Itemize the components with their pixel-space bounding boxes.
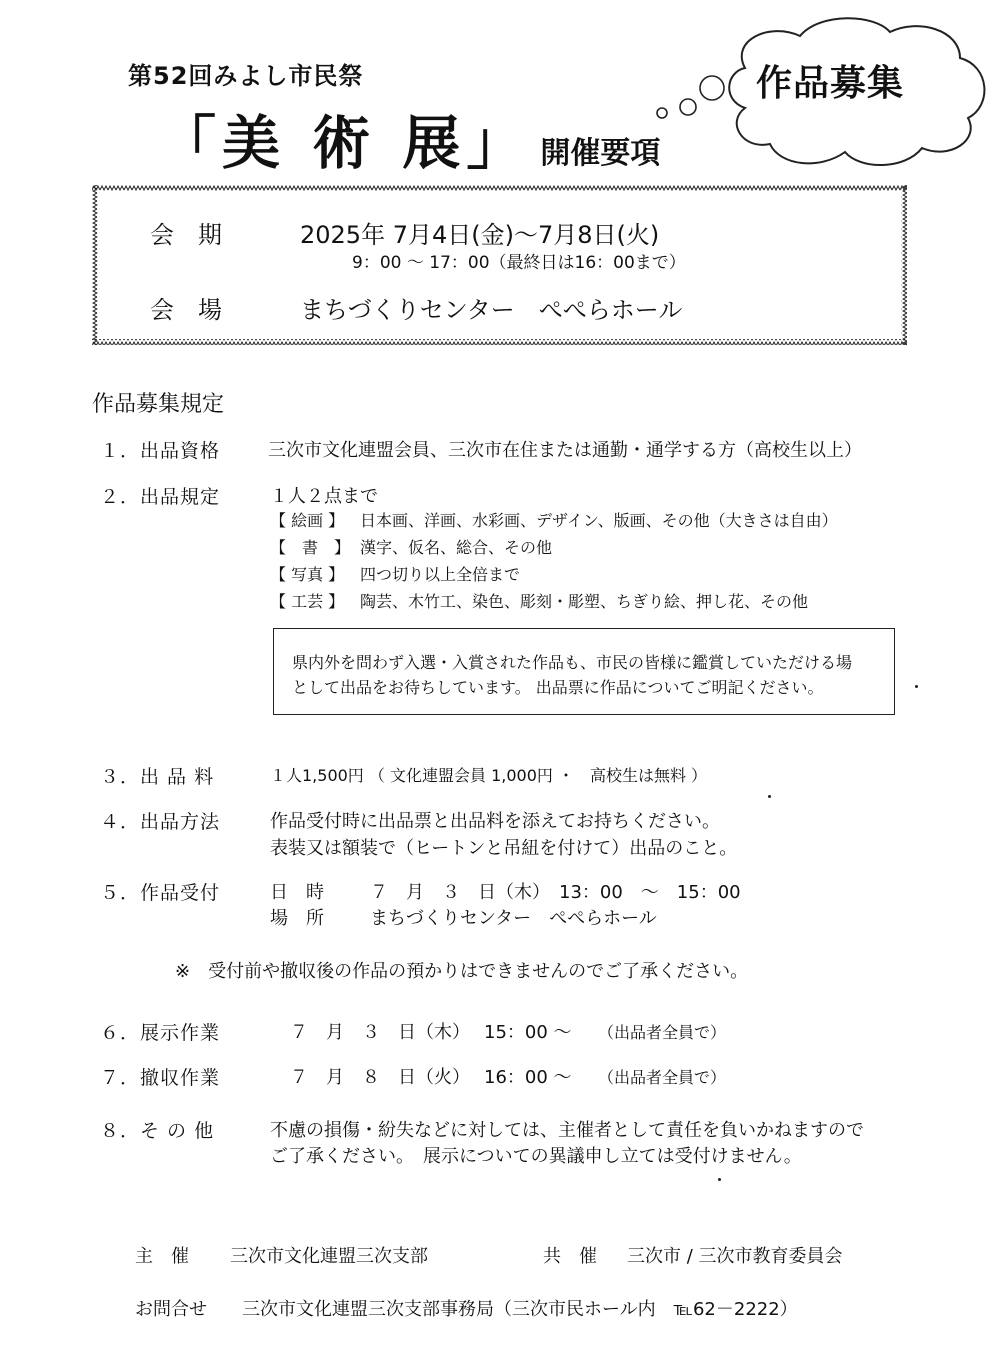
category-craft-label: 【 工芸 】 — [270, 592, 345, 611]
category-painting-text: 日本画、洋画、水彩画、デザイン、版画、その他（大きさは自由） — [360, 511, 838, 530]
caution-note: ※ 受付前や撤収後の作品の預かりはできませんのでご了承ください。 — [175, 961, 749, 982]
contact-info: 三次市文化連盟三次支部事務局（三次市民ホール内 ℡62－2222） — [242, 1299, 798, 1320]
reception-date-value: ７ 月 ３ 日（木） 13：00 ～ 15：00 — [370, 882, 741, 903]
item-8-text-1: 不慮の損傷・紛失などに対しては、主催者として責任を負いかねますので — [270, 1120, 864, 1141]
item-7-number: ７．撤収作業 — [100, 1067, 221, 1089]
item-7-date: ７ 月 ８ 日（火） — [290, 1067, 470, 1088]
period-time: 9：00 ～ 17：00（最終日は16：00まで） — [352, 253, 686, 273]
item-5-number: ５．作品受付 — [100, 882, 221, 904]
contact-label: お問合せ — [135, 1299, 207, 1320]
item-6-number: ６．展示作業 — [100, 1022, 221, 1044]
item-4-text-1: 作品受付時に出品票と出品料を添えてお持ちください。 — [270, 811, 720, 832]
item-1-text: 三次市文化連盟会員、三次市在住または通勤・通学する方（高校生以上） — [268, 440, 862, 461]
item-7-note: （出品者全員で） — [598, 1068, 727, 1087]
item-8-number: ８．そ の 他 — [100, 1120, 215, 1142]
title-suffix: 開催要項 — [540, 136, 661, 171]
cohost-label: 共 催 — [543, 1246, 597, 1267]
section-title: 作品募集規定 — [92, 392, 225, 417]
cohost-name: 三次市 / 三次市教育委員会 — [627, 1246, 843, 1267]
reception-date-label: 日 時 — [270, 882, 324, 903]
item-2-text: １人２点まで — [270, 486, 378, 507]
period-label: 会期 — [150, 221, 246, 249]
category-craft-text: 陶芸、木竹工、染色、彫刻・彫塑、ちぎり絵、押し花、その他 — [360, 592, 809, 611]
scan-speck — [915, 685, 918, 688]
venue-label: 会場 — [150, 296, 246, 324]
scan-speck — [718, 1178, 721, 1181]
category-calligraphy-label: 【 書 】 — [270, 538, 351, 557]
item-6-note: （出品者全員で） — [598, 1023, 727, 1042]
item-6-date: ７ 月 ３ 日（木） — [290, 1022, 470, 1043]
item-7-time: 16：00 ～ — [484, 1067, 572, 1088]
item-4-number: ４．出品方法 — [100, 811, 221, 833]
reception-place-value: まちづくりセンター ぺぺらホール — [370, 908, 657, 929]
venue-value: まちづくりセンター ぺぺらホール — [300, 296, 683, 324]
category-photo-label: 【 写真 】 — [270, 565, 345, 584]
item-2-number: ２．出品規定 — [100, 486, 221, 508]
category-painting-label: 【 絵画 】 — [270, 511, 345, 530]
page-title — [158, 96, 660, 180]
reception-place-label: 場 所 — [270, 908, 324, 929]
item-3-number: ３．出 品 料 — [100, 766, 215, 788]
cloud-label: 作品募集 — [756, 63, 905, 104]
note-line-2: として出品をお待ちしています。 出品票に作品についてご明記ください。 — [292, 678, 824, 697]
category-photo-text: 四つ切り以上全倍まで — [360, 565, 521, 584]
item-1-number: １．出品資格 — [100, 440, 221, 462]
category-calligraphy-text: 漢字、仮名、総合、その他 — [360, 538, 553, 557]
title-main: 「美 術 展」 — [158, 109, 531, 177]
host-label: 主 催 — [135, 1246, 189, 1267]
item-3-text: １人1,500円 （ 文化連盟会員 1,000円 ・ 高校生は無料 ） — [270, 766, 708, 785]
event-subtitle: 第52回みよし市民祭 — [128, 62, 364, 90]
note-line-1: 県内外を問わず入選・入賞された作品も、市民の皆様に鑑賞していただける場 — [292, 653, 853, 672]
scan-speck — [768, 795, 771, 798]
host-name: 三次市文化連盟三次支部 — [230, 1246, 428, 1267]
item-8-text-2: ご了承ください。 展示についての異議申し立ては受付けません。 — [270, 1146, 802, 1167]
period-value: 2025年 7月4日(金)～7月8日(火) — [300, 221, 660, 249]
item-4-text-2: 表装又は額装で（ヒートンと吊紐を付けて）出品のこと。 — [270, 838, 738, 859]
item-6-time: 15：00 ～ — [484, 1022, 572, 1043]
